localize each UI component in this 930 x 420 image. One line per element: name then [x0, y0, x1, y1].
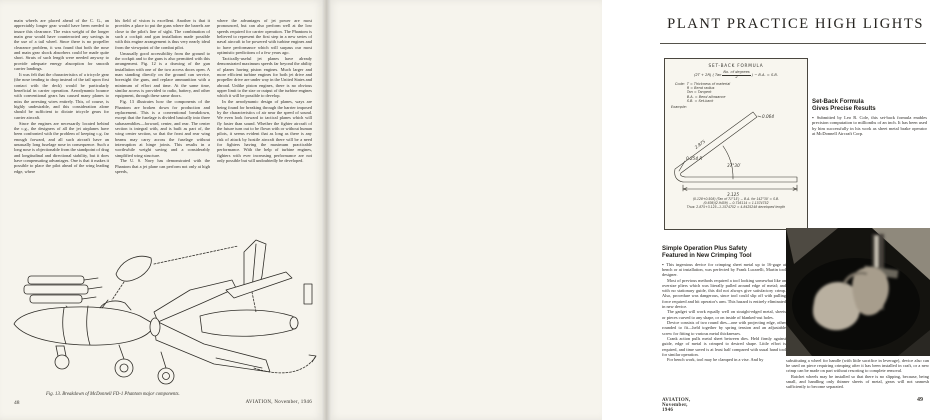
code-line: R = Bend radius — [686, 86, 715, 91]
tail-assembly-drawing — [226, 240, 292, 312]
right-page — [328, 0, 929, 420]
fraction-denominator: 2 — [735, 74, 738, 79]
code-line: Tan = Tangent — [686, 90, 712, 95]
page-number-left: 48 — [14, 400, 20, 406]
crimp-article-continued — [786, 358, 929, 389]
journal-footer-left: AVIATION, November, 1946 — [245, 400, 312, 405]
body-paragraph: The U. S. Navy has demonstrated with the Phantom that a jet plane can perform not only at high speeds, — [115, 158, 210, 175]
body-paragraph: substituting a wheel for handle (with little sacrifice in leverage), device also can be used on piece requiring crimping after it has been installed in craft, or a new crimp can be made on part without resorting to complete removal. — [786, 358, 929, 374]
dim-angle-label: 37°30′ — [727, 163, 741, 169]
dim-radius-label: 0.254 R — [686, 156, 703, 162]
heading-line: Simple Operation Plus Safety — [662, 245, 747, 252]
left-column-2 — [115, 18, 210, 236]
calc-line: Thus: 2.875+3.125−1.1574752 = 4.8425248 developed length — [686, 204, 786, 209]
setback-article-body — [812, 115, 927, 137]
landing-gear-drawing — [55, 345, 174, 384]
body-paragraph: In the aerodynamic design of planes, ways are being found for breaking through the barrier imposed by the characteristics of air near the speed of sound. We even look forward to tactical planes which will fly faster than sound. Whether the fighter aircraft of the future turn out to be flown with or without human pilots, it seems evident that as long as there is any risk of attack by hostile aircraft there will be a need for fighters having the maximum practicable performance. With the help of turbine engines, fighters with ever increasing performance are not only possible but will undoubtedly be developed. — [217, 99, 312, 163]
body-paragraph: Device consists of two round dies—one with projecting edge, other rounded to fit—held together by spring tension and an adjustable screw for fitting to various metal thicknesses. — [662, 320, 786, 336]
figure-caption: Fig. 13. Breakdown of McDonnell FD-1 Phantom major components. — [46, 392, 180, 397]
body-paragraph: The gadget will work equally well on straight-edged metal, sheets or pieces curved to any shape, or on inside of blanked-out holes. — [662, 309, 786, 320]
calc-line: (0.128+0.508) (Tan of 71°15′) − B.A. for 142°30′ = S.B. — [692, 197, 780, 202]
body-paragraph: ▪ This ingenious device for crimping sheet metal up to 16-gage at bench or at installation, was perfected by Frank Lucarelli, Martin tool designer. — [662, 262, 786, 278]
calc-line: (0.636)(2.9459) − 0.716114 = 1.1574752 — [703, 200, 769, 205]
code-line: S.B. = Set-back — [686, 98, 714, 103]
heading-line: Featured in New Crimping Tool — [662, 252, 752, 260]
body-paragraph: main wheels are placed ahead of the C. G., an appreciably longer gear would have been needed to insure this clearance. The extra weight of the longer main gear would have counteracted any savings in the use of a tail wheel. Since there is no propeller clearance problem, it was found that both the nose and main gear shock absorbers could be made quite short. Struts of such length were needed anyway to provide adequate energy absorption for smooth carrier landings. — [14, 18, 109, 72]
body-paragraph: Fig. 13 illustrates how the components of the Phantom are broken down for production and replacement. This is a conventional breakdown, except that the fuselage is divided basically into three subassemblies—forward, center, and rear. The center section is integral with, and is built as part of, the wing center section, so that the front and rear wing beams may carry across the fuselage without interruption at hinge joints. This results in a worthwhile weight saving and a considerably simplified wing structure. — [115, 99, 210, 158]
body-paragraph: Most of previous methods required a tool looking somewhat like an oversize pliers which was literally pulled around edge of metal; and with no stationary guide, this did not always give satisfactory crimp. Also, procedure was dangerous, since tool could slip off with pulling force required and hit operator's arm. This hazard is entirely eliminated in new device. — [662, 277, 786, 309]
setback-bend-diagram — [669, 109, 803, 197]
body-paragraph: For bench work, tool may be clamped in a vise. And by — [667, 357, 764, 363]
crimp-article-body — [662, 262, 786, 394]
setback-formula-box — [664, 58, 808, 230]
formula-prefix: (2T + 2R) ( Tan — [694, 73, 722, 78]
setback-box-title: SET-BACK FORMULA — [708, 63, 764, 68]
code-label: Code: — [675, 82, 685, 87]
body-paragraph: Since the engines are necessarily located behind the c.g., the designers of all the jet airplanes have been confronted with the problem of keeping c.g. far enough forward, and all such aircraft have an unusually long fuselage nose in consequence. Such a long nose is objectionable from the standpoint of drag and longitudinal and directional stability, but it does have compensating advantages. One is that it makes it possible to place the pilot ahead of the wing leading edge, where — [14, 120, 109, 174]
setback-calculation — [665, 198, 807, 210]
header-rule — [660, 43, 926, 44]
body-paragraph: Ratchet wheels may be installed so that there is no slipping, because, being small, and handling only thinner sheets of metal, gears will not unmesh sufficiently to become separated. — [786, 373, 929, 390]
code-line: B.A. = Bend allowance — [686, 94, 726, 99]
aircraft-cutaway-figure — [4, 228, 324, 390]
body-paragraph: Unusually good accessibility from the ground to the cockpit and to the guns is also permitted with this arrangement. Fig. 12 is a drawing of the gun installation with one of the two access doors open. A man standing directly on the ground can service, boresight the guns, and replace ammunition with a minimum of effort and time. At the same time, similar access is provided to radio, battery, and other equipment, through these same doors. — [115, 50, 210, 99]
dim-base-label: 3.125 — [727, 192, 739, 198]
setback-article-heading — [812, 98, 928, 113]
body-paragraph: ▪ Submitted by Leo R. Cole, this set-back formula enables precision computation to millionths of an inch. It has been used by him successfully in his work as sheet metal brake operator at McDonnell Aircraft Corp. — [812, 115, 927, 137]
left-column-1 — [14, 18, 109, 254]
crimping-tool-photo — [786, 228, 930, 356]
dim-arm-label: 2.875 — [693, 138, 707, 150]
section-header: PLANT PRACTICE HIGH LIGHTS — [667, 16, 924, 32]
page-number-right: 49 — [917, 397, 923, 403]
body-paragraph: his field of vision is excellent. Another is that it provides a place to put the guns where the barrels are close to the pilot's line of sight. The combination of such a cockpit and gun installation made possible with this engine arrangement is thus very nearly ideal from the viewpoint of the combat pilot. — [115, 18, 210, 50]
body-paragraph: Tactically-useful jet planes have already demonstrated maximum speeds far beyond the ability of planes having piston engines. Much larger and more efficient turbine engines for both jet drive and propeller drive are under way in the United States and abroad. Unlike piston engines, there is no obvious upper limit to the size or output of the turbine engines which it will be possible to develop. — [217, 55, 312, 99]
left-column-3 — [217, 18, 312, 236]
example-label: Example: — [671, 105, 687, 110]
dim-thickness-label: 0.064 — [762, 114, 774, 120]
page-gutter — [322, 0, 331, 420]
formula-fraction — [722, 71, 750, 80]
formula-suffix: ) − B.A. = S.B. — [751, 73, 778, 78]
crimp-article-heading — [662, 245, 792, 260]
setback-formula — [665, 71, 807, 80]
heading-line: Gives Precise Results — [812, 105, 876, 113]
journal-footer-right: AVIATION, November, 1946 — [662, 398, 691, 413]
body-paragraph: It was felt that the characteristics of a tricycle gear (the nose tending to drop instead of the tail upon first contact with the deck) would be particularly beneficial in carrier operation. Aerodynamic bounce with conventional gears has caused many planes to miss the arresting wires entirely. This, of course, is highly undesirable, and this consideration alone should be sufficient to dictate tricycle gears for carrier aircraft. — [14, 71, 109, 120]
fraction-numerator: No. of degrees — [723, 70, 750, 74]
code-line: T = Thickness of material — [686, 82, 731, 87]
setback-code-legend — [675, 82, 807, 103]
forward-fuselage-drawing — [14, 300, 154, 345]
heading-line: Set-Back Formula — [812, 98, 864, 105]
body-paragraph: where the advantages of jet power are most pronounced, but can also perform well at the low speeds required for carrier operation. The Phantom is believed to represent the first step in a new series of naval aircraft to be powered with turbine engines and to have performance which will surpass our most optimistic predictions of a few years ago. — [217, 18, 312, 56]
body-paragraph: Crank action pulls metal sheet between dies. Held firmly against guide, edge of metal is crimped to desired shape. Little effort is required, and time saved is at least half compared with usual hand tool for similar operation. — [662, 336, 786, 357]
left-page — [0, 0, 324, 420]
